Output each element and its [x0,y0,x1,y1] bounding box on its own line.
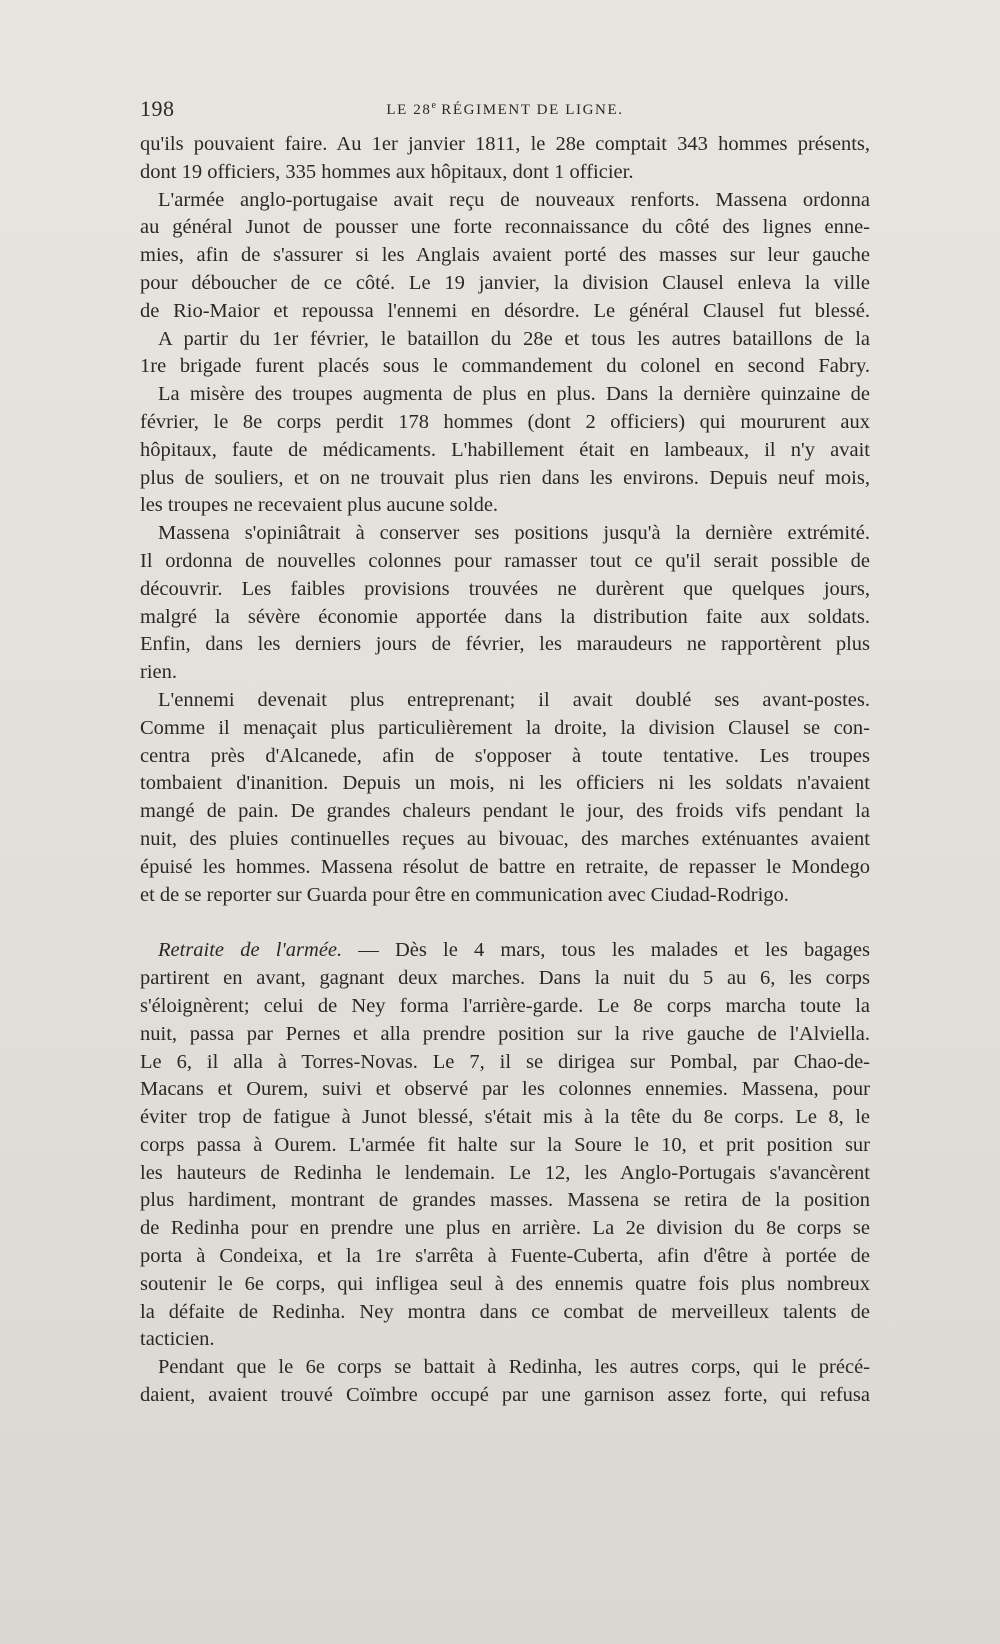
text-line: rien. [140,661,177,684]
text-line: L'ennemi devenait plus entreprenant; il avait doublé ses avant-postes. [158,688,870,711]
text-line: Il ordonna de nouvelles colonnes pour ramasser tout ce qu'il serait possible de [140,549,870,572]
text-line: février, le 8e corps perdit 178 hommes (dont 2 officiers) qui moururent aux [140,410,870,433]
text-line: les hauteurs de Redinha le lendemain. Le 12, les Anglo-Portugais s'avancèrent [140,1161,870,1184]
text-line: s'éloignèrent; celui de Ney forma l'arrière-garde. Le 8e corps marcha toute la [140,994,870,1017]
text-line: Comme il menaçait plus particulièrement la droite, la division Clausel se con- [140,716,870,739]
text-line: découvrir. Les faibles provisions trouvées ne durèrent que quelques jours, [140,577,870,600]
text-line: plus de souliers, et on ne trouvait plus rien dans les environs. Depuis neuf mois, [140,466,870,489]
paragraph [140,326,870,382]
text-line: qu'ils pouvaient faire. Au 1er janvier 1811, le 28e comptait 343 hommes présents, [140,133,870,155]
text-line: de Redinha pour en prendre une plus en arrière. La 2e division du 8e corps se [140,1217,870,1240]
text-line: nuit, des pluies continuelles reçues au bivouac, des marches exténuantes avaient [140,827,870,850]
running-title-superscript: e [431,100,436,111]
text-line: nuit, passa par Pernes et alla prendre position sur la rive gauche de l'Alviella. [140,1022,870,1045]
paragraph [140,187,870,326]
text-line: Massena s'opiniâtrait à conserver ses positions jusqu'à la dernière extrémité. [158,522,870,545]
section-spacer [140,909,870,937]
section-title: Retraite de l'armée. [158,939,343,962]
text-line: et de se reporter sur Guarda pour être en communication avec Ciudad-Rodrigo. [140,883,789,906]
text-line: hôpitaux, faute de médicaments. L'habillement était en lambeaux, il n'y avait [140,438,870,461]
paragraph [140,687,870,909]
page-number: 198 [140,96,175,121]
body-text [140,131,870,1410]
text-line: malgré la sévère économie apportée dans la distribution faite aux soldats. [140,605,870,628]
paragraph [140,1354,870,1410]
paragraph [140,381,870,520]
text-line: tacticien. [140,1328,215,1351]
text-line: les troupes ne recevaient plus aucune solde. [140,494,499,517]
text-line: 1re brigade furent placés sous le commandement du colonel en second Fabry. [140,355,870,378]
text-line: La misère des troupes augmenta de plus en plus. Dans la dernière quinzaine de [158,383,870,406]
text-line: soutenir le 6e corps, qui infligea seul à des ennemis quatre fois plus nombreux [140,1272,870,1295]
text-line: partirent en avant, gagnant deux marches. Dans la nuit du 5 au 6, les corps [140,967,870,990]
text-line: porta à Condeixa, et la 1re s'arrêta à Fuente-Cuberta, afin d'être à portée de [140,1245,870,1268]
section-paragraph [140,937,870,1354]
text-line [140,937,870,965]
text-line: A partir du 1er février, le bataillon du 28e et tous les autres bataillons de la [158,327,870,350]
text-line: Macans et Ourem, suivi et observé par les colonnes ennemies. Massena, pour [140,1078,870,1101]
text-line: de Rio-Maior et repoussa l'ennemi en désordre. Le général Clausel fut blessé. [140,299,870,322]
text-line: la défaite de Redinha. Ney montra dans ce combat de merveilleux talents de [140,1300,870,1323]
text-line: L'armée anglo-portugaise avait reçu de nouveaux renforts. Massena ordonna [158,188,870,211]
text-line: tombaient d'inanition. Depuis un mois, ni les officiers ni les soldats n'avaient [140,772,870,795]
text-line: au général Junot de pousser une forte reconnaissance du côté des lignes enne- [140,216,870,239]
paragraph [140,131,870,187]
text-line: mangé de pain. De grandes chaleurs pendant le jour, des froids vifs pendant la [140,800,870,823]
text-line: Pendant que le 6e corps se battait à Redinha, les autres corps, qui le précé- [158,1356,870,1379]
page-header [140,96,870,126]
paragraph [140,520,870,687]
running-title-rest: RÉGIMENT DE LIGNE. [435,102,624,118]
running-title [140,100,870,119]
section-first-line: — Dès le 4 mars, tous les malades et les bagages [342,939,870,962]
text-line: pour déboucher de ce côté. Le 19 janvier, la division Clausel enleva la ville [140,271,870,294]
text-line: Le 6, il alla à Torres-Novas. Le 7, il se dirigea sur Pombal, par Chao-de- [140,1050,870,1073]
text-line: épuisé les hommes. Massena résolut de battre en retraite, de repasser le Mondego [140,855,870,878]
running-title-main: LE 28 [386,102,432,118]
text-line: Enfin, dans les derniers jours de février, les maraudeurs ne rapportèrent plus [140,633,870,656]
text-line: corps passa à Ourem. L'armée fit halte sur la Soure le 10, et prit position sur [140,1133,870,1156]
text-line: éviter trop de fatigue à Junot blessé, s'était mis à la tête du 8e corps. Le 8, le [140,1106,870,1129]
text-line: dont 19 officiers, 335 hommes aux hôpitaux, dont 1 officier. [140,160,634,183]
text-line: mies, afin de s'assurer si les Anglais avaient porté des masses sur leur gauche [140,244,870,267]
text-line: plus hardiment, montrant de grandes masses. Massena se retira de la position [140,1189,870,1212]
text-line: centra près d'Alcanede, afin de s'opposer à toute tentative. Les troupes [140,744,870,767]
text-line: daient, avaient trouvé Coïmbre occupé par une garnison assez forte, qui refusa [140,1384,870,1407]
